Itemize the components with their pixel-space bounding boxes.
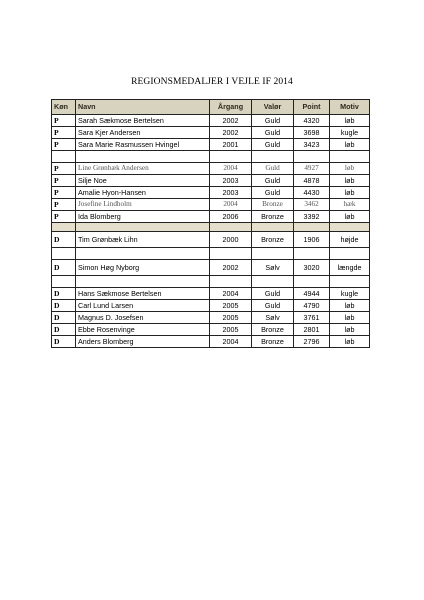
cell-valor: Guld	[252, 187, 294, 199]
cell-motiv: løb	[330, 163, 370, 175]
cell-motiv: løb	[330, 336, 370, 348]
cell-navn: Tim Grønbæk Lihn	[76, 232, 210, 248]
header-navn: Navn	[76, 100, 210, 115]
cell-motiv: kugle	[330, 127, 370, 139]
cell-argang: 2000	[210, 232, 252, 248]
cell-valor: Guld	[252, 115, 294, 127]
cell-motiv: løb	[330, 139, 370, 151]
cell-valor: Sølv	[252, 312, 294, 324]
cell-navn: Ida Blomberg	[76, 211, 210, 223]
cell-argang: 2005	[210, 312, 252, 324]
spacer-row	[52, 151, 370, 163]
cell-argang: 2002	[210, 115, 252, 127]
cell-point: 3020	[294, 260, 330, 276]
cell-point: 4944	[294, 288, 330, 300]
cell-valor: Bronze	[252, 336, 294, 348]
cell-kon: P	[52, 127, 76, 139]
cell-point: 4790	[294, 300, 330, 312]
cell-valor: Guld	[252, 139, 294, 151]
cell-valor: Guld	[252, 288, 294, 300]
table-row	[52, 199, 370, 211]
header-row	[52, 100, 370, 115]
cell-kon: P	[52, 163, 76, 175]
table-row	[52, 300, 370, 312]
cell-navn: Sara Kjer Andersen	[76, 127, 210, 139]
cell-valor: Guld	[252, 127, 294, 139]
cell-navn: Simon Høg Nyborg	[76, 260, 210, 276]
table-row	[52, 175, 370, 187]
cell-navn: Sarah Sækmose Bertelsen	[76, 115, 210, 127]
header-point: Point	[294, 100, 330, 115]
cell-motiv: hæk	[330, 199, 370, 211]
header-valor: Valør	[252, 100, 294, 115]
cell-valor: Guld	[252, 163, 294, 175]
cell-kon: P	[52, 199, 76, 211]
cell-motiv: løb	[330, 115, 370, 127]
cell-valor: Bronze	[252, 199, 294, 211]
cell-point: 1906	[294, 232, 330, 248]
cell-argang: 2002	[210, 127, 252, 139]
cell-point: 4927	[294, 163, 330, 175]
spacer-row	[52, 248, 370, 260]
cell-point: 4320	[294, 115, 330, 127]
cell-kon: P	[52, 175, 76, 187]
divider-row	[52, 223, 370, 232]
cell-motiv: løb	[330, 324, 370, 336]
medal-table	[51, 99, 370, 348]
cell-motiv: løb	[330, 300, 370, 312]
cell-motiv: løb	[330, 312, 370, 324]
table-row	[52, 163, 370, 175]
cell-argang: 2004	[210, 288, 252, 300]
table-row	[52, 260, 370, 276]
cell-argang: 2004	[210, 163, 252, 175]
cell-kon: D	[52, 312, 76, 324]
cell-point: 3462	[294, 199, 330, 211]
cell-motiv: løb	[330, 175, 370, 187]
cell-kon: P	[52, 211, 76, 223]
cell-point: 4430	[294, 187, 330, 199]
table-row	[52, 139, 370, 151]
cell-kon: D	[52, 260, 76, 276]
header-argang: Årgang	[210, 100, 252, 115]
cell-point: 2796	[294, 336, 330, 348]
cell-kon: D	[52, 232, 76, 248]
table-row	[52, 115, 370, 127]
cell-argang: 2005	[210, 324, 252, 336]
table-row	[52, 232, 370, 248]
cell-point: 2801	[294, 324, 330, 336]
header-kon: Køn	[52, 100, 76, 115]
cell-argang: 2003	[210, 187, 252, 199]
cell-motiv: højde	[330, 232, 370, 248]
table-row	[52, 324, 370, 336]
cell-navn: Sara Marie Rasmussen Hvingel	[76, 139, 210, 151]
cell-kon: D	[52, 300, 76, 312]
cell-navn: Amalie Hyon-Hansen	[76, 187, 210, 199]
cell-valor: Bronze	[252, 324, 294, 336]
cell-point: 3423	[294, 139, 330, 151]
page-title: REGIONSMEDALJER I VEJLE IF 2014	[131, 77, 293, 87]
cell-argang: 2003	[210, 175, 252, 187]
table-row	[52, 288, 370, 300]
cell-motiv: længde	[330, 260, 370, 276]
cell-valor: Guld	[252, 175, 294, 187]
table-row	[52, 336, 370, 348]
cell-point: 4878	[294, 175, 330, 187]
cell-valor: Bronze	[252, 232, 294, 248]
cell-navn: Line Grønbæk Andersen	[76, 163, 210, 175]
spacer-row	[52, 276, 370, 288]
cell-argang: 2002	[210, 260, 252, 276]
cell-navn: Josefine Lindholm	[76, 199, 210, 211]
cell-argang: 2004	[210, 199, 252, 211]
cell-motiv: løb	[330, 187, 370, 199]
cell-argang: 2001	[210, 139, 252, 151]
table-row	[52, 211, 370, 223]
cell-argang: 2004	[210, 336, 252, 348]
cell-kon: P	[52, 187, 76, 199]
cell-point: 3761	[294, 312, 330, 324]
header-motiv: Motiv	[330, 100, 370, 115]
cell-argang: 2005	[210, 300, 252, 312]
cell-kon: P	[52, 139, 76, 151]
table-row	[52, 312, 370, 324]
cell-argang: 2006	[210, 211, 252, 223]
cell-navn: Hans Sækmose Bertelsen	[76, 288, 210, 300]
cell-kon: D	[52, 288, 76, 300]
cell-valor: Sølv	[252, 260, 294, 276]
cell-point: 3698	[294, 127, 330, 139]
cell-motiv: kugle	[330, 288, 370, 300]
cell-kon: P	[52, 115, 76, 127]
cell-kon: D	[52, 336, 76, 348]
cell-navn: Anders Blomberg	[76, 336, 210, 348]
cell-navn: Magnus D. Josefsen	[76, 312, 210, 324]
cell-point: 3392	[294, 211, 330, 223]
table-row	[52, 127, 370, 139]
cell-motiv: løb	[330, 211, 370, 223]
table-row	[52, 187, 370, 199]
cell-kon: D	[52, 324, 76, 336]
cell-valor: Guld	[252, 300, 294, 312]
cell-valor: Bronze	[252, 211, 294, 223]
cell-navn: Ebbe Rosenvinge	[76, 324, 210, 336]
cell-navn: Silje Noe	[76, 175, 210, 187]
cell-navn: Carl Lund Larsen	[76, 300, 210, 312]
